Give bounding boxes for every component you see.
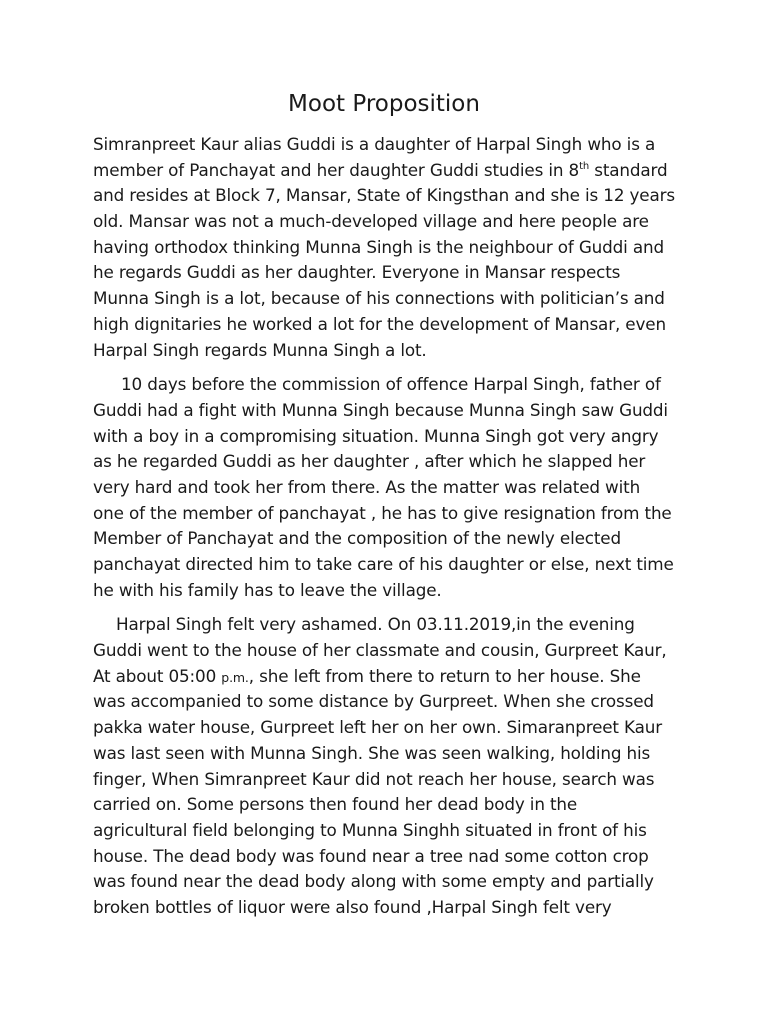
text-line: very hard and took her from there. As the matter was related with xyxy=(93,476,641,497)
text-line: one of the member of panchayat , he has to give resignation from the xyxy=(93,502,672,523)
text-run: member of Panchayat and her daughter Guddi studies in 8 xyxy=(93,159,580,180)
text-line: agricultural field belonging to Munna Singhh situated in front of his xyxy=(93,819,647,840)
text-line: was accompanied to some distance by Gurpreet. When she crossed xyxy=(93,691,654,712)
text-line: was found near the dead body along with some empty and partially xyxy=(93,871,654,892)
text-run: At about 05:00 xyxy=(93,665,222,686)
text-line: with a boy in a compromising situation. Munna Singh got very angry xyxy=(93,425,659,446)
text-line: having orthodox thinking Munna Singh is the neighbour of Guddi and xyxy=(93,236,664,257)
text-line: carried on. Some persons then found her dead body in the xyxy=(93,794,578,815)
text-line: Harpal Singh felt very ashamed. On 03.11.2019,in the evening xyxy=(116,614,635,635)
text-line: 10 days before the commission of offence Harpal Singh, father of xyxy=(121,374,661,395)
text-line: high dignitaries he worked a lot for the development of Mansar, even xyxy=(93,313,666,334)
document-title: Moot Proposition xyxy=(288,91,480,117)
text-line: old. Mansar was not a much-developed village and here people are xyxy=(93,211,649,232)
text-line xyxy=(93,664,693,690)
text-line: he regards Guddi as her daughter. Everyone in Mansar respects xyxy=(93,262,621,283)
document-body xyxy=(93,132,693,921)
text-line: panchayat directed him to take care of his daughter or else, next time xyxy=(93,554,674,574)
text-line: he with his family has to leave the village. xyxy=(93,579,442,600)
superscript: th xyxy=(579,160,590,172)
text-line: Simranpreet Kaur alias Guddi is a daughter of Harpal Singh who is a xyxy=(93,134,656,154)
text-line: Member of Panchayat and the composition of the newly elected xyxy=(93,528,621,549)
paragraph-1 xyxy=(93,132,693,363)
paragraph-gap xyxy=(93,363,693,372)
paragraph-2 xyxy=(93,372,693,603)
text-line: Harpal Singh regards Munna Singh a lot. xyxy=(93,339,427,360)
text-line xyxy=(93,158,693,184)
text-run: , she left from there to return to her house. She xyxy=(248,665,641,686)
text-line: Guddi went to the house of her classmate and cousin, Gurpreet Kaur, xyxy=(93,640,667,661)
text-line: and resides at Block 7, Mansar, State of Kingsthan and she is 12 years xyxy=(93,185,675,206)
text-line: pakka water house, Gurpreet left her on her own. Simaranpreet Kaur xyxy=(93,717,662,738)
text-line: Guddi had a fight with Munna Singh because Munna Singh saw Guddi xyxy=(93,399,668,420)
text-line: as he regarded Guddi as her daughter , after which he slapped her xyxy=(93,451,646,472)
paragraph-gap xyxy=(93,603,693,612)
text-run: standard xyxy=(589,159,668,180)
text-line: was last seen with Munna Singh. She was seen walking, holding his xyxy=(93,742,651,763)
text-line: house. The dead body was found near a tree nad some cotton crop xyxy=(93,845,649,866)
text-line: finger, When Simranpreet Kaur did not reach her house, search was xyxy=(93,768,655,789)
paragraph-3 xyxy=(93,612,693,920)
text-line: broken bottles of liquor were also found ,Harpal Singh felt very xyxy=(93,896,612,917)
text-line: Munna Singh is a lot, because of his connections with politician’s and xyxy=(93,288,665,309)
small-caps-run: p.m. xyxy=(221,669,249,685)
